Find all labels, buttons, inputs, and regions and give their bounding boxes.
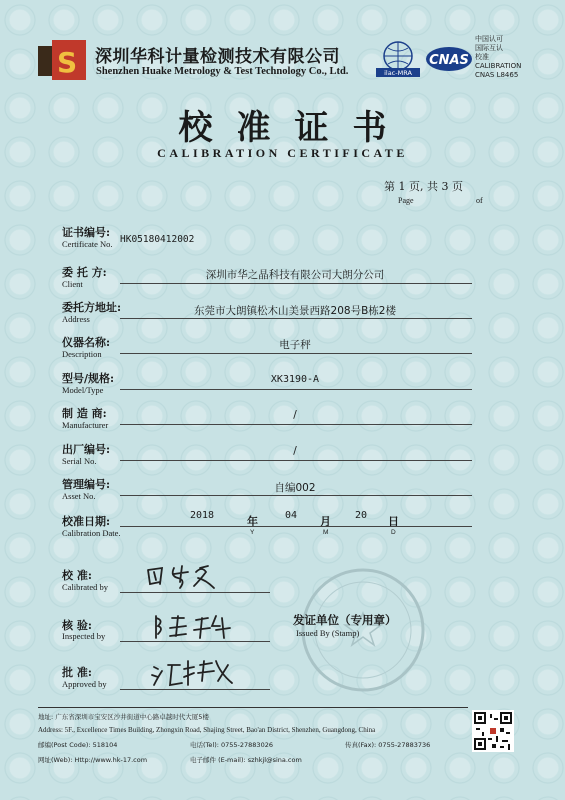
certificate-title-en: CALIBRATION CERTIFICATE (157, 146, 408, 160)
svg-text:S: S (57, 46, 78, 79)
page-number: 第 1 页, 共 3 页 (384, 180, 463, 193)
approver-signature (148, 655, 238, 689)
field-underline (120, 283, 472, 284)
field-underline (120, 424, 472, 425)
manufacturer-label-en: Manufacturer (62, 420, 109, 430)
signature-line (120, 689, 270, 690)
ilac-mra-logo (374, 40, 422, 78)
footer-postcode: 邮编(Post Code): 518104 (38, 741, 118, 749)
model-label: 型号/规格: (62, 372, 115, 385)
signature-line (120, 641, 270, 642)
cal-date-label: 校准日期: (62, 515, 111, 528)
field-underline (120, 318, 472, 319)
client-label: 委 托 方: (62, 266, 107, 279)
asset-label-en: Asset No. (62, 491, 96, 501)
field-underline (120, 495, 472, 496)
of-label-en: of (476, 196, 483, 205)
field-underline (120, 460, 472, 461)
calibrated-label-en: Calibrated by (62, 582, 109, 592)
company-name-cn: 深圳华科计量检测技术有限公司 (95, 47, 340, 67)
d-label: D (391, 529, 396, 536)
footer-website: 网址(Web): Http://www.hk-17.com (38, 756, 148, 764)
footer-address-cn: 地址: 广东省深圳市宝安区沙井街道中心路卓越时代大厦5楼 (38, 713, 209, 721)
asset-label: 管理编号: (62, 478, 111, 491)
model-label-en: Model/Type (62, 385, 104, 395)
cnas-line: CNAS L8465 (475, 71, 519, 79)
cal-month: 04 (285, 510, 298, 521)
manufacturer-value: / (293, 409, 297, 421)
cnas-logo-text: CNAS (429, 53, 469, 68)
cal-date-label-en: Calibration Date. (62, 528, 121, 538)
field-underline (120, 389, 472, 390)
approved-label: 批 准: (62, 666, 92, 679)
manufacturer-label: 制 造 商: (62, 407, 107, 420)
inspected-label: 核 验: (62, 619, 92, 632)
field-underline (120, 526, 472, 527)
footer-address-en: Address: 5F., Excellence Times Building, Zhongxin Road, Shajing Street, Bao'an District, Shenzhen, Guangdong, China (38, 726, 376, 734)
company-logo (38, 40, 86, 80)
footer-divider (38, 707, 468, 708)
serial-label: 出厂编号: (62, 443, 111, 456)
asset-value: 自编002 (274, 482, 316, 494)
serial-value: / (293, 445, 297, 457)
footer-tel: 电话(Tel): 0755-27883026 (190, 741, 273, 749)
cnas-line: 校准 (475, 53, 489, 61)
cert-no-label: 证书编号: (62, 226, 111, 239)
inspector-signature (150, 610, 240, 642)
model-value: XK3190-A (270, 374, 320, 385)
description-label: 仪器名称: (62, 336, 111, 349)
cnas-line: 国际互认 (475, 44, 503, 52)
client-value: 深圳市华之晶科技有限公司大朗分公司 (205, 269, 385, 281)
serial-label-en: Serial No. (62, 456, 97, 466)
qr-code-icon (472, 710, 514, 752)
cal-year: 2018 (190, 510, 215, 521)
description-value: 电子秤 (279, 339, 311, 351)
year-unit: 年 (247, 515, 258, 528)
company-name-en: Shenzhen Huake Metrology & Test Technology Co., Ltd. (96, 66, 349, 77)
cert-no-value: HK05180412002 (120, 234, 195, 245)
footer-fax: 传真(Fax): 0755-27883736 (345, 741, 431, 749)
page-label-en: Page (398, 196, 414, 205)
y-label: Y (250, 529, 255, 536)
certificate-title-cn: 校准证书 (178, 108, 411, 148)
day-unit: 日 (388, 515, 399, 528)
cnas-line: 中国认可 (475, 35, 503, 43)
client-label-en: Client (62, 279, 83, 289)
approved-label-en: Approved by (62, 679, 107, 689)
address-value: 东莞市大朗镇松木山美景西路208号B栋2楼 (194, 305, 396, 317)
description-label-en: Description (62, 349, 102, 359)
address-label-en: Address (62, 314, 90, 324)
cal-day: 20 (355, 510, 368, 521)
cnas-accreditation-text (475, 35, 521, 80)
signature-line (120, 592, 270, 593)
inspected-label-en: Inspected by (62, 631, 106, 641)
footer-email: 电子邮件 (E-mail): szhkjl@sina.com (190, 756, 302, 764)
month-unit: 月 (320, 515, 331, 528)
m-label: M (323, 529, 329, 536)
field-underline (120, 353, 472, 354)
cnas-logo (425, 45, 473, 73)
cert-no-label-en: Certificate No. (62, 239, 113, 249)
cnas-line: CALIBRATION (475, 62, 522, 70)
address-label: 委托方地址: (62, 301, 122, 314)
ilac-text: ilac-MRA (384, 69, 412, 77)
calibrated-label: 校 准: (62, 569, 92, 582)
issued-by-label-en: Issued By (Stamp) (296, 628, 360, 638)
issued-by-label: 发证单位（专用章） (293, 613, 397, 627)
calibrator-signature (140, 560, 230, 592)
